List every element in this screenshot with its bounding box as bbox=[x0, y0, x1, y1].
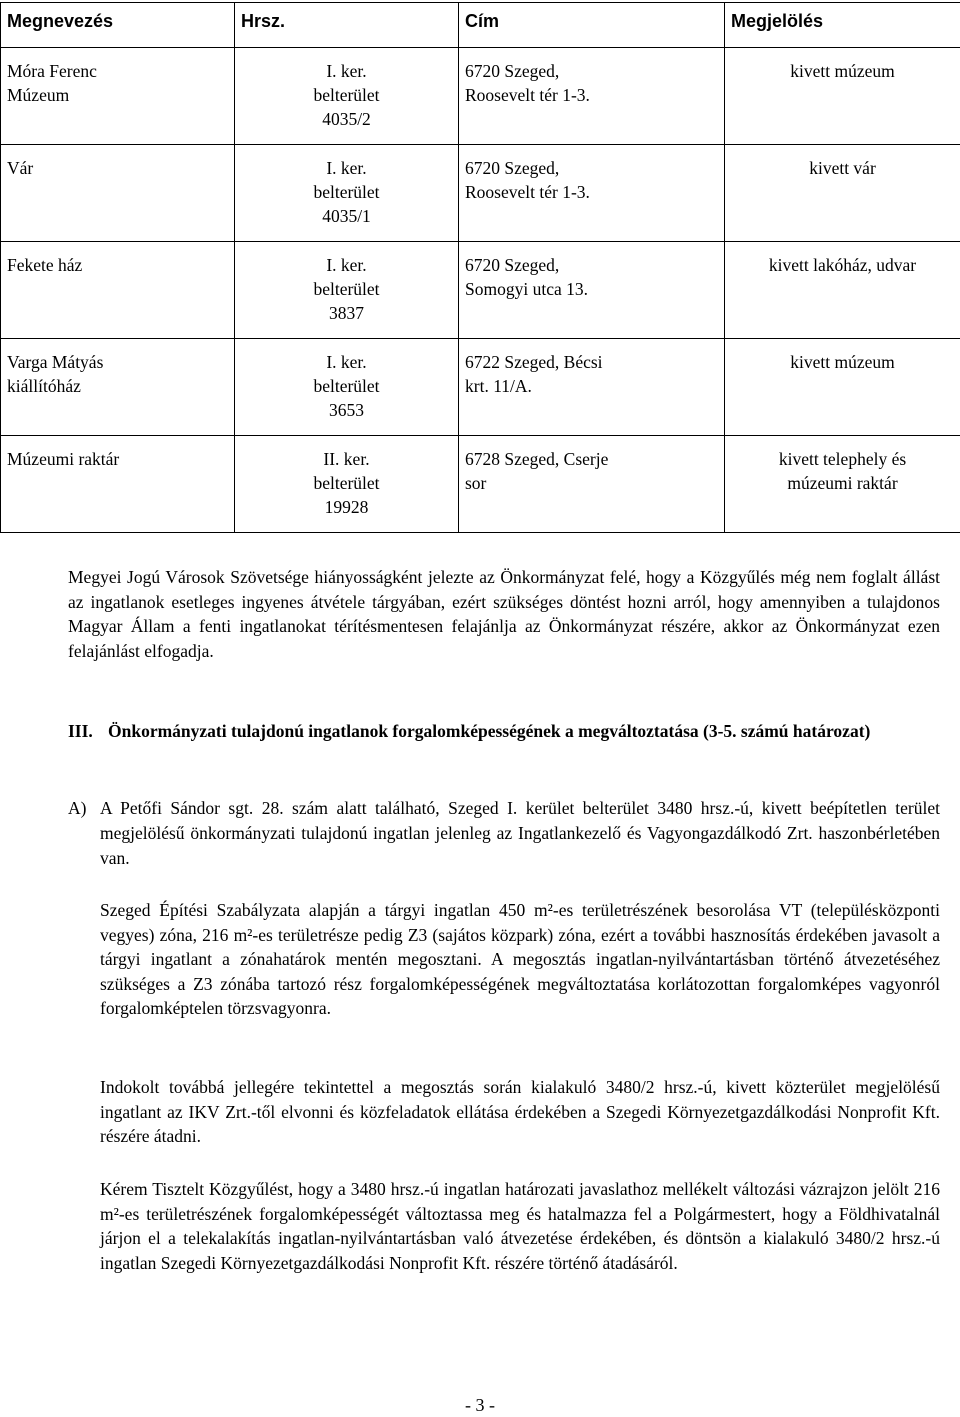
cell-name-line: Varga Mátyás bbox=[7, 352, 104, 372]
cell-designation bbox=[725, 339, 960, 436]
cell-hrsz bbox=[235, 339, 459, 436]
cell-address-line: 6722 Szeged, Bécsi bbox=[465, 352, 603, 372]
cell-hrsz bbox=[235, 145, 459, 242]
item-a bbox=[68, 796, 940, 871]
table-row bbox=[1, 242, 960, 339]
cell-designation-line: kivett telephely és bbox=[778, 449, 907, 469]
section-number: III. bbox=[68, 721, 93, 741]
table-row bbox=[1, 339, 960, 436]
cell-address-line: Roosevelt tér 1-3. bbox=[465, 182, 590, 202]
cell-address-line: sor bbox=[465, 473, 487, 493]
table-row bbox=[1, 145, 960, 242]
cell-name bbox=[1, 145, 235, 242]
cell-address-line: 6720 Szeged, bbox=[465, 255, 560, 275]
cell-address bbox=[459, 436, 725, 533]
cell-designation-line: kivett vár bbox=[809, 158, 876, 178]
cell-name bbox=[1, 339, 235, 436]
page-number: - 3 - bbox=[465, 1395, 495, 1415]
cell-name-line: Múzeumi raktár bbox=[7, 449, 120, 469]
cell-designation-line: kivett múzeum bbox=[790, 352, 895, 372]
cell-designation bbox=[725, 48, 960, 145]
cell-hrsz-line: belterület bbox=[313, 85, 380, 105]
cell-address-line: 6720 Szeged, bbox=[465, 61, 560, 81]
cell-name-line: Múzeum bbox=[7, 85, 70, 105]
cell-address-line: 6728 Szeged, Cserje bbox=[465, 449, 609, 469]
cell-designation bbox=[725, 145, 960, 242]
cell-address-line: krt. 11/A. bbox=[465, 376, 532, 396]
cell-name-line: Vár bbox=[7, 158, 34, 178]
cell-name-line: kiállítóház bbox=[7, 376, 81, 396]
cell-address bbox=[459, 145, 725, 242]
item-a-text: A Petőfi Sándor sgt. 28. szám alatt található, Szeged I. kerület belterület 3480 hrsz.-ú, kivett beépítetlen terület megjelölésű önkormányzati tulajdonú ingatlan jelenleg az Ingatlankezelő és Vagyongazdálkodó Zrt. haszonbérletében van. bbox=[100, 798, 940, 868]
cell-hrsz-line: 3653 bbox=[329, 400, 364, 420]
cell-hrsz-line: 19928 bbox=[324, 497, 369, 517]
cell-address bbox=[459, 242, 725, 339]
header-address: Cím bbox=[459, 3, 725, 48]
cell-hrsz-line: I. ker. bbox=[326, 352, 367, 372]
table-row bbox=[1, 436, 960, 533]
intro-paragraph: Megyei Jogú Városok Szövetsége hiányosságként jelezte az Önkormányzat felé, hogy a Közgyűlés még nem foglalt állást az ingatlanok esetleges ingyenes átvétele tárgyában, ezért szükséges döntést hozni arról, hogy amennyiben a tulajdonos Magyar Állam a fenti ingatlanokat térítésmentesen felajánlja az Önkormányzat részére, akkor az Önkormányzat ezen felajánlást elfogadja. bbox=[68, 567, 940, 661]
cell-name-line: Móra Ferenc bbox=[7, 61, 97, 81]
cell-address-line: Somogyi utca 13. bbox=[465, 279, 588, 299]
item-a-label: A) bbox=[68, 798, 87, 818]
cell-hrsz-line: I. ker. bbox=[326, 61, 367, 81]
cell-name-line: Fekete ház bbox=[7, 255, 83, 275]
header-designation: Megjelölés bbox=[725, 3, 960, 48]
cell-hrsz bbox=[235, 242, 459, 339]
paragraph-request: Kérem Tisztelt Közgyűlést, hogy a 3480 hrsz.-ú ingatlan határozati javaslathoz mellékelt változási vázrajzon jelölt 216 m²-es területrészének forgalomképességét változtassa meg és hatalmazza fel a Polgármestert, hogy a Földhivatalnál járjon el a telekalakítás ingatlan-nyilvántartásban való átvezetése érdekében, és döntsön a kialakuló 3480/2 hrsz.-ú ingatlan Szegedi Környezetgazdálkodási Nonprofit Kft. részére történő átadásáról. bbox=[100, 1179, 940, 1273]
cell-hrsz bbox=[235, 436, 459, 533]
header-hrsz: Hrsz. bbox=[235, 3, 459, 48]
cell-hrsz-line: belterület bbox=[313, 182, 380, 202]
cell-designation-line: kivett múzeum bbox=[790, 61, 895, 81]
section-title: Önkormányzati tulajdonú ingatlanok forgalomképességének a megváltoztatása (3-5. számú határozat) bbox=[108, 721, 871, 741]
cell-address bbox=[459, 48, 725, 145]
cell-hrsz bbox=[235, 48, 459, 145]
paragraph-zoning: Szeged Építési Szabályzata alapján a tárgyi ingatlan 450 m²-es területrészének besorolása VT (településközponti vegyes) zóna, 216 m²-es területrésze pedig Z3 (sajátos közpark) zóna, ezért a további hasznosítás érdekében javasolt a tárgyi ingatlant a zónahatárok mentén megosztani. A megosztás ingatlan-nyilvántartásban történő átvezetéséhez szükséges a Z3 zónába tartozó rész forgalomképességének megváltoztatása korlátozottan forgalomképes vagyonról forgalomképtelen törzsvagyonra. bbox=[100, 900, 940, 1018]
cell-address-line: 6720 Szeged, bbox=[465, 158, 560, 178]
cell-hrsz-line: 4035/2 bbox=[322, 109, 371, 129]
cell-hrsz-line: 4035/1 bbox=[322, 206, 371, 226]
cell-hrsz-line: belterület bbox=[313, 376, 380, 396]
cell-name bbox=[1, 242, 235, 339]
cell-hrsz-line: belterület bbox=[313, 473, 380, 493]
cell-hrsz-line: I. ker. bbox=[326, 158, 367, 178]
property-table bbox=[0, 2, 960, 533]
cell-hrsz-line: belterület bbox=[313, 279, 380, 299]
cell-designation bbox=[725, 436, 960, 533]
cell-hrsz-line: II. ker. bbox=[323, 449, 370, 469]
cell-hrsz-line: 3837 bbox=[329, 303, 364, 323]
cell-hrsz-line: I. ker. bbox=[326, 255, 367, 275]
cell-address-line: Roosevelt tér 1-3. bbox=[465, 85, 590, 105]
table-row bbox=[1, 48, 960, 145]
table-header-row bbox=[1, 3, 960, 48]
cell-designation-line: múzeumi raktár bbox=[787, 473, 898, 493]
cell-designation-line: kivett lakóház, udvar bbox=[768, 255, 917, 275]
cell-designation bbox=[725, 242, 960, 339]
section-heading bbox=[68, 718, 940, 744]
cell-name bbox=[1, 48, 235, 145]
cell-name bbox=[1, 436, 235, 533]
header-name: Megnevezés bbox=[1, 3, 235, 48]
paragraph-transfer: Indokolt továbbá jellegére tekintettel a megosztás során kialakuló 3480/2 hrsz.-ú, kivett közterület megjelölésű ingatlant az IKV Zrt.-től elvonni és közfeladatok ellátása érdekében a Szegedi Környezetgazdálkodási Nonprofit Kft. részére átadni. bbox=[100, 1077, 940, 1146]
cell-address bbox=[459, 339, 725, 436]
